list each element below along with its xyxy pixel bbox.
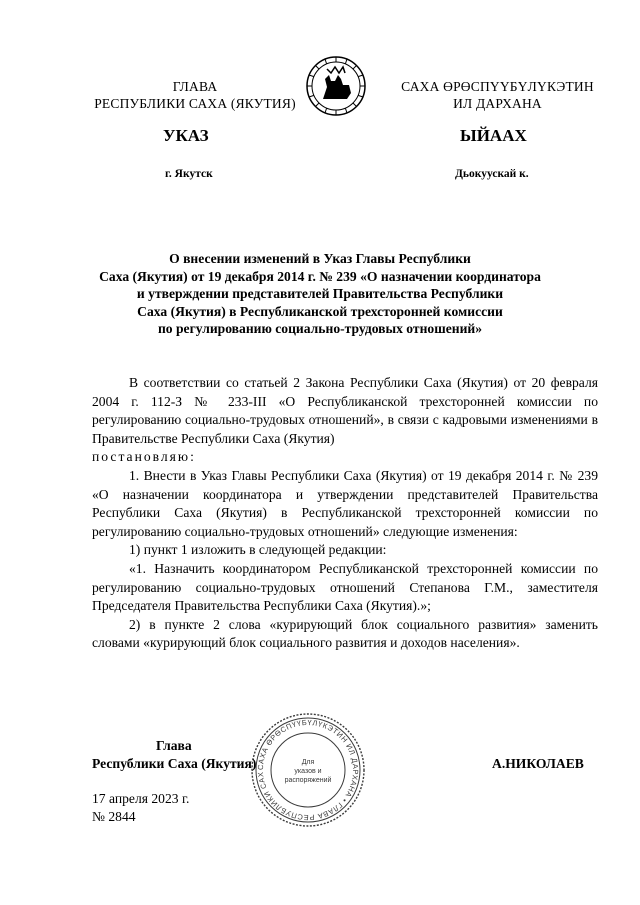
header-right-line2: ИЛ ДАРХАНА xyxy=(453,96,542,111)
coat-of-arms-icon xyxy=(305,55,367,117)
seal-center-line2: указов и xyxy=(294,768,322,775)
signature-role-line2: Республики Саха (Якутия) xyxy=(92,756,257,771)
seal-center-line1: Для xyxy=(301,759,315,766)
decree-body xyxy=(92,374,598,653)
header-right xyxy=(385,78,610,112)
header-left-line1: ГЛАВА xyxy=(172,79,218,94)
subject-line: Саха (Якутия) от 19 декабря 2014 г. № 239 «О назначении координатора xyxy=(99,268,541,284)
seal-center-line3: распоряжений xyxy=(284,777,332,784)
subject-line: по регулированию социально-трудовых отношений» xyxy=(157,321,483,337)
signature-name: А.НИКОЛАЕВ xyxy=(492,756,584,771)
subject-line: и утверждении представителей Правительства Республики xyxy=(136,286,504,302)
header-left xyxy=(80,78,310,112)
header-right-line1: САХА ӨРӨСПҮҮБҮЛҮКЭТИН xyxy=(401,79,594,94)
subitem-2-paragraph: 2) в пункте 2 слова «курирующий блок социального развития» заменить словами «курирующий блок социального развития и доходов населения». xyxy=(92,616,598,651)
decree-subject xyxy=(92,250,548,338)
seal-ring-text: САХА ӨРӨСПҮҮБҮЛҮКЭТИН ИЛ ДАРХАНА • ГЛАВА РЕСПУБЛИКИ САХ xyxy=(255,717,361,823)
subitem-1-paragraph: 1) пункт 1 изложить в следующей редакции: xyxy=(129,542,387,558)
subject-line: О внесении изменений в Указ Главы Республики xyxy=(169,251,471,266)
city-ru: г. Якутск xyxy=(165,168,213,180)
decree-number: № 2844 xyxy=(92,809,136,824)
preamble-paragraph: В соответствии со статьей 2 Закона Республики Саха (Якутия) от 20 февраля 2004 г. 112-З № 233-III «О Республиканской трехсторонней комиссии по регулированию социально-трудовых отношений», в связи с кадровыми изменениями в Правительстве Республики Саха (Якутия) xyxy=(92,375,598,446)
decree-word: постановляю: xyxy=(92,449,196,465)
decree-title-ru: УКАЗ xyxy=(163,126,209,145)
item-1-paragraph: 1. Внести в Указ Главы Республики Саха (Якутия) от 19 декабря 2014 г. № 239 «О назначении координатора и утверждении представителей Правительства Республики Саха (Якутия) в Республиканской трехсторонней комиссии по регулированию социально-трудовых отношений» следующие изменения: xyxy=(92,467,598,539)
header-left-line2: РЕСПУБЛИКИ САХА (ЯКУТИЯ) xyxy=(94,96,296,111)
quote-paragraph: «1. Назначить координатором Республиканской трехсторонней комиссии по регулированию социально-трудовых отношений Степанова Г.М., заместителя Председателя Правительства Республики Саха (Якутия).»; xyxy=(92,560,598,614)
city-sakha: Дьокуускай к. xyxy=(455,168,529,180)
signature-role xyxy=(92,737,282,773)
signature-role-line1: Глава xyxy=(156,738,192,753)
decree-date: 17 апреля 2023 г. xyxy=(92,791,190,806)
decree-title-sakha: ЫЙААХ xyxy=(460,126,527,145)
subject-line: Саха (Якутия) в Республиканской трехсторонней комиссии xyxy=(137,303,503,319)
coat-of-arms-emblem xyxy=(305,55,367,117)
